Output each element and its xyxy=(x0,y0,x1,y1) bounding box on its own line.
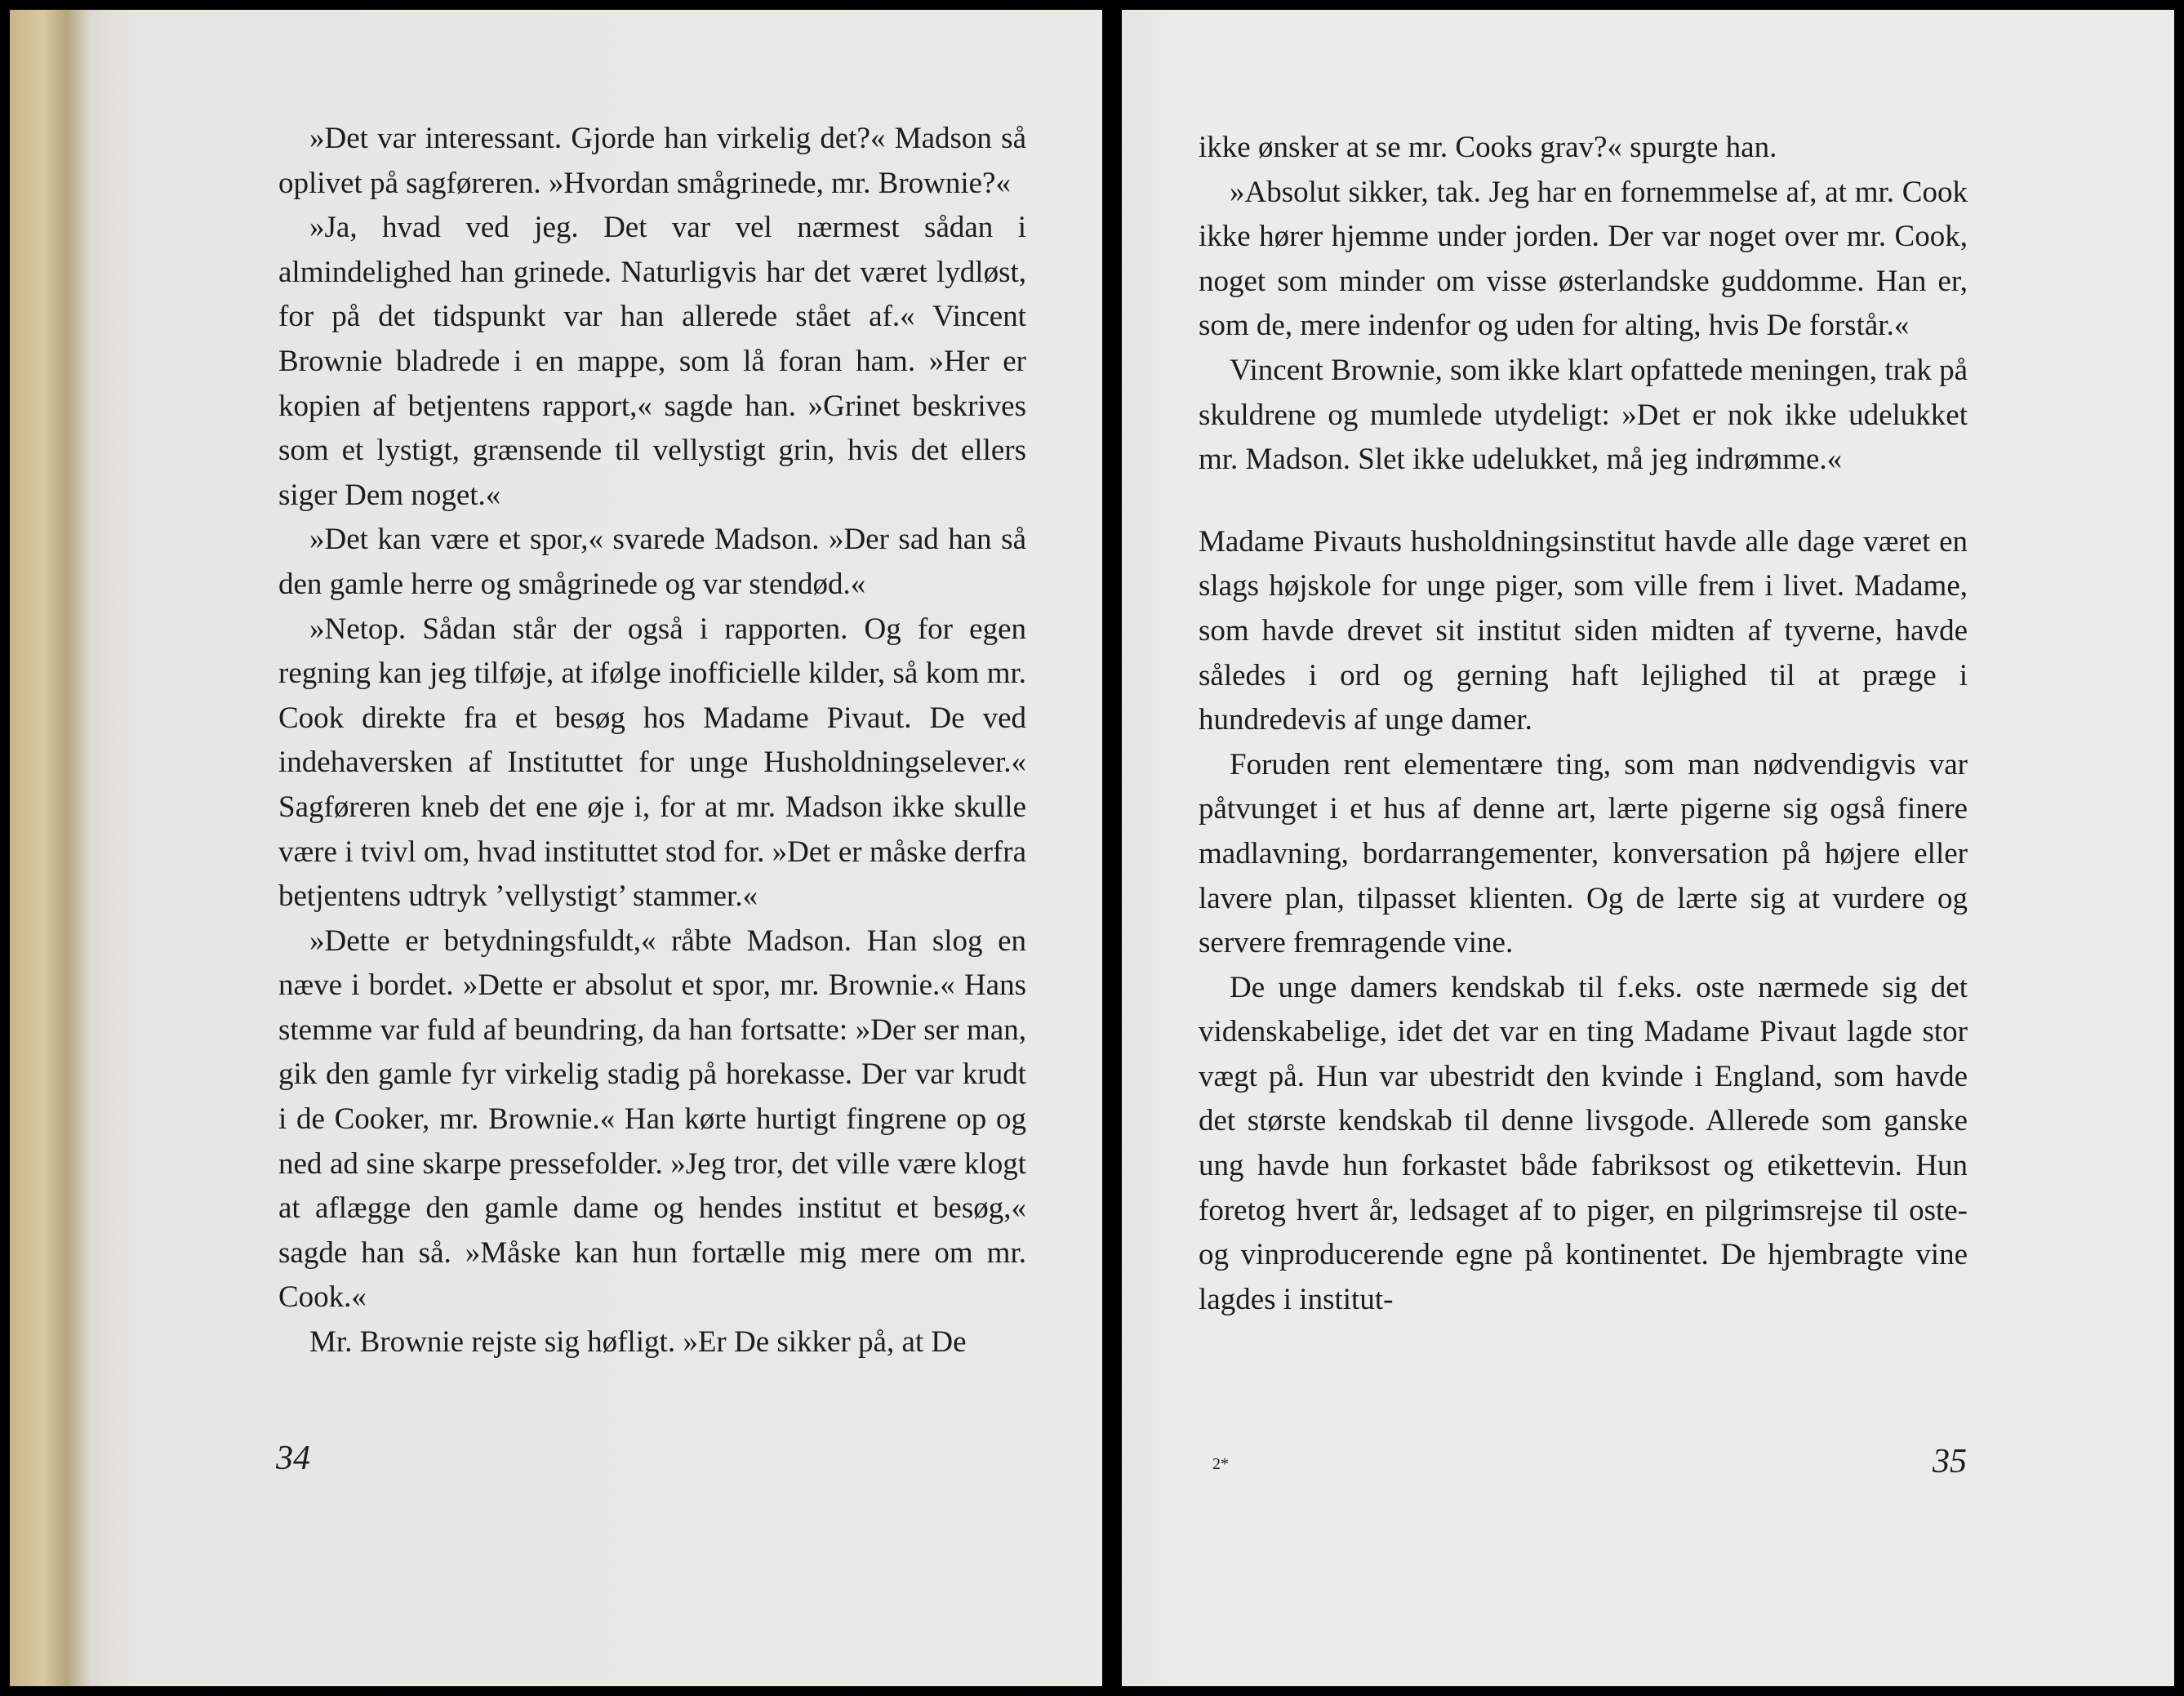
paragraph: »Absolut sikker, tak. Jeg har en fornemmelse af, at mr. Cook ikke hører hjemme under jorden. Der var noget over mr. Cook, noget som minder om visse østerlandske guddomme. Han er, som de, mere indenfor og uden for alting, hvis De forstår.« xyxy=(1199,175,1968,343)
paragraph: De unge damers kendskab til f.eks. oste nærmede sig det videnskabelige, idet det var en ting Madame Pivaut lagde stor vægt på. Hun var ubestridt den kvinde i England, som havde det største kendskab til denne livsgode. Allerede som ganske ung havde hun forkastet både fabriksost og etikettevin. Hun foretog hvert år, ledsaget af to piger, en pilgrimsrejse til oste- og vinproducerende egne på kontinentet. De hjembragte vine lagdes i institut- xyxy=(1199,970,1968,1316)
paragraph: »Netop. Sådan står der også i rapporten. Og for egen regning kan jeg tilføje, at ifølge inofficielle kilder, så kom mr. Cook direkte fra et besøg hos Madame Pivaut. De ved indehaversken af Instituttet for unge Husholdningselever.« Sagføreren kneb det ene øje i, for at mr. Madson ikke skulle være i tvivl om, hvad instituttet stod for. »Det er måske derfra betjentens udtryk ’vellystigt’ stammer.« xyxy=(278,612,1026,914)
paragraph: »Ja, hvad ved jeg. Det var vel nærmest sådan i almindelighed han grinede. Naturligvis har det været lydløst, for på det tidspunkt var han allerede stået af.« Vincent Brownie bladrede i en mappe, som lå foran ham. »Her er kopien af betjentens rapport,« sagde han. »Grinet beskrives som et lystigt, grænsende til vellystigt grin, hvis det ellers siger Dem noget.« xyxy=(278,211,1026,512)
page-number: 34 xyxy=(276,1440,310,1477)
section-break xyxy=(1199,483,1968,520)
paragraph: Vincent Brownie, som ikke klart opfattede meningen, trak på skuldrene og mumlede utydeligt: »Det er nok ikke udelukket mr. Madson. Slet ikke udelukket, må jeg indrømme.« xyxy=(1199,353,1968,477)
paragraph: »Dette er betydningsfuldt,« råbte Madson. Han slog en næve i bordet. »Dette er absolut et spor, mr. Brownie.« Hans stemme var fuld af beundring, da han fortsatte: »Der ser man, gik den gamle fyr virkelig stadig på horekasse. Der var krudt i de Cooker, mr. Brownie.« Han kørte hurtigt fingrene op og ned ad sine skarpe pressefolder. »Jeg tror, det ville være klogt at aflægge den gamle dame og hendes institut et besøg,« sagde han så. »Måske kan hun fortælle mig mere om mr. Cook.« xyxy=(278,924,1026,1315)
right-page xyxy=(1122,10,2174,1686)
paragraph: Madame Pivauts husholdningsinstitut havde alle dage været en slags højskole for unge piger, som ville frem i livet. Madame, som havde drevet sit institut siden midten af tyverne, havde således i ord og gerning haft lejlighed til at præge i hundredevis af unge damer. xyxy=(1199,524,1968,737)
left-page-text xyxy=(278,117,1026,1365)
paragraph: »Det kan være et spor,« svarede Madson. »Der sad han så den gamle herre og smågrinede og var stendød.« xyxy=(278,523,1026,601)
printer-signature-mark: 2* xyxy=(1212,1455,1229,1473)
paragraph: »Det var interessant. Gjorde han virkelig det?« Madson så oplivet på sagføreren. »Hvordan smågrinede, mr. Brownie?« xyxy=(278,122,1026,200)
right-page-text xyxy=(1199,126,1968,1322)
paragraph: Foruden rent elementære ting, som man nødvendigvis var påtvunget i et hus af denne art, lærte pigerne sig også finere madlavning, bordarrangementer, konversation på højere eller lavere plan, tilpasset klienten. Og de lærte sig at vurdere og servere fremragende vine. xyxy=(1199,747,1968,960)
paragraph: ikke ønsker at se mr. Cooks grav?« spurgte han. xyxy=(1199,131,1777,164)
page-number: 35 xyxy=(1933,1443,1967,1480)
paragraph: Mr. Brownie rejste sig høfligt. »Er De sikker på, at De xyxy=(309,1325,967,1360)
left-page xyxy=(10,10,1102,1686)
